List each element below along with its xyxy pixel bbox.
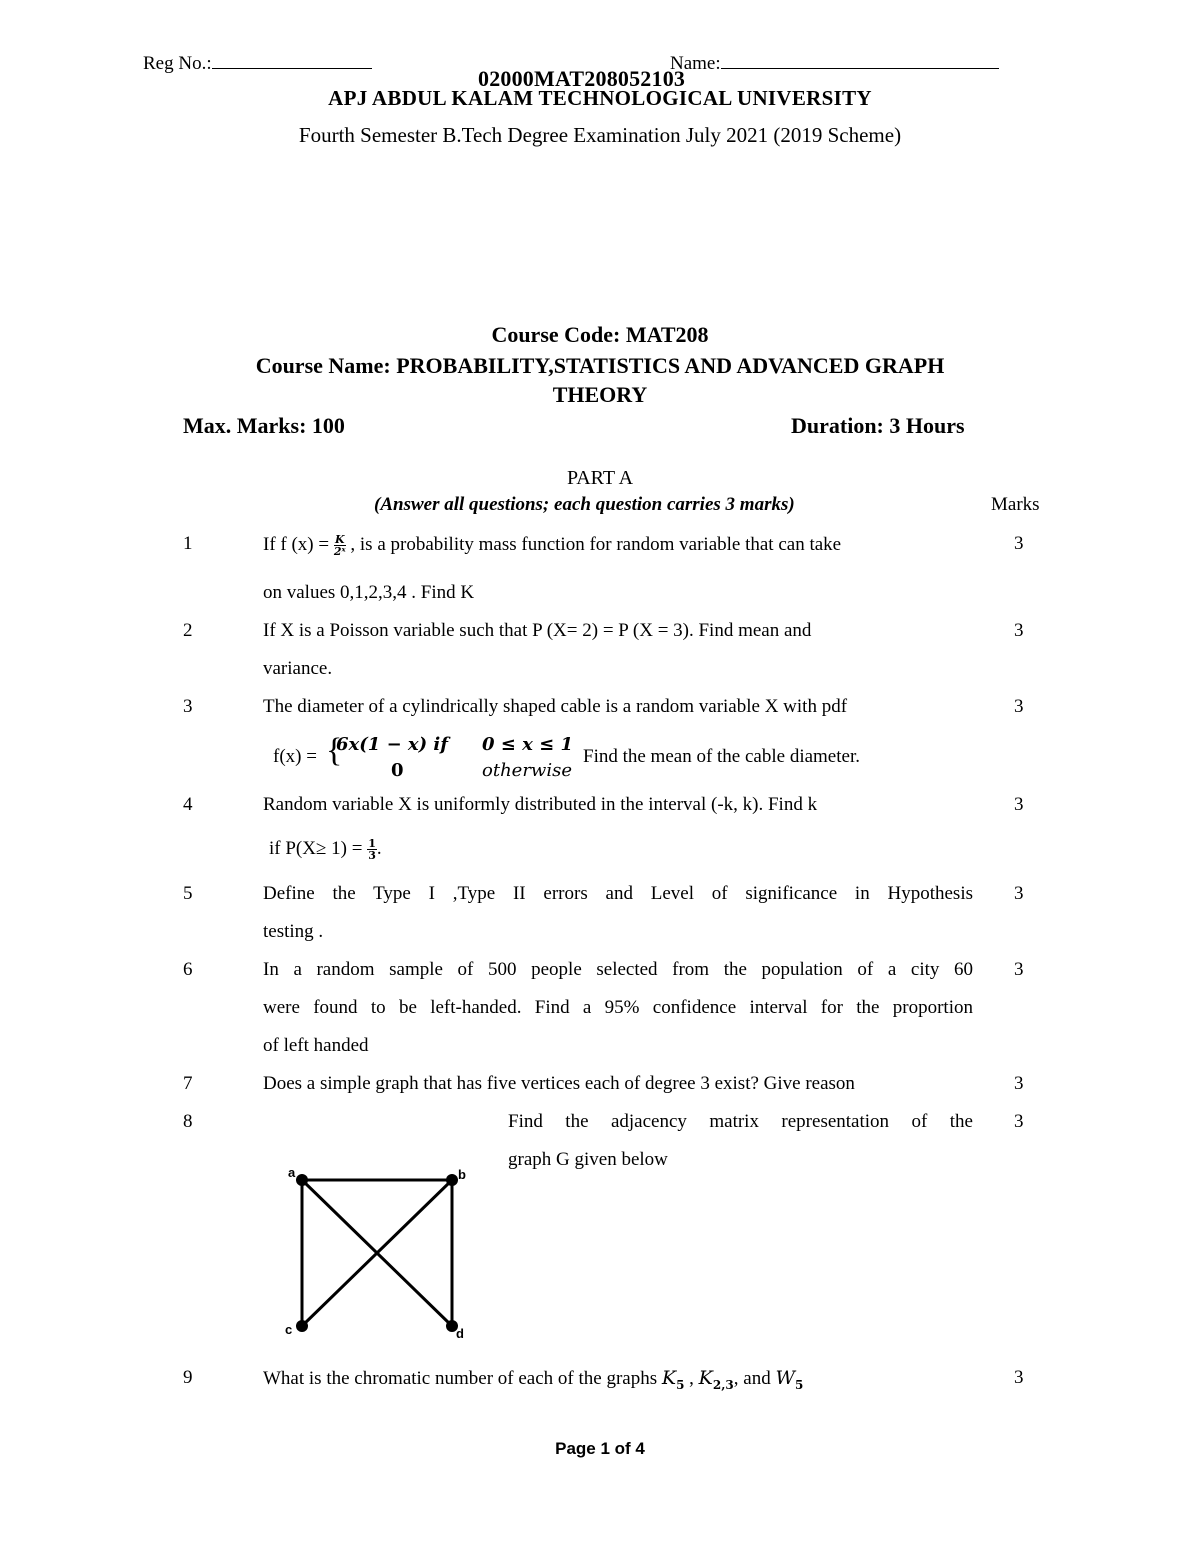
- question-marks: 3: [1014, 620, 1024, 641]
- q4-fraction: [367, 838, 377, 861]
- university-name: APJ ABDUL KALAM TECHNOLOGICAL UNIVERSITY: [328, 86, 872, 110]
- question-number: 3: [183, 696, 193, 717]
- paper-code: 02000MAT208052103: [478, 66, 686, 91]
- graph-label-c: c: [285, 1322, 293, 1337]
- question-8-line2: graph G given below: [508, 1149, 668, 1170]
- q4-text-post: .: [376, 838, 382, 859]
- graph-vertex-a: [296, 1174, 308, 1186]
- q9-and: , and: [733, 1368, 776, 1389]
- question-number: 6: [183, 959, 193, 980]
- exam-title: Fourth Semester B.Tech Degree Examination July 2021 (2019 Scheme): [298, 123, 902, 147]
- question-marks: 3: [1014, 1073, 1024, 1094]
- max-marks: Max. Marks: 100: [183, 413, 345, 438]
- graph-label-b: b: [458, 1167, 466, 1182]
- q9-k23-sub: 2,3: [712, 1377, 734, 1392]
- q1-text-post: , is a probability mass function for random variable that can take: [345, 534, 842, 555]
- q4-frac-num: 1: [368, 837, 376, 851]
- question-1-line2: on values 0,1,2,3,4 . Find K: [263, 582, 475, 603]
- graph-g-diagram: [280, 1160, 480, 1345]
- question-number: 9: [183, 1367, 193, 1388]
- q1-frac-num: K: [334, 533, 345, 547]
- q9-k23-letter: K: [698, 1367, 713, 1389]
- q3-f-label: f(x) =: [273, 746, 317, 767]
- question-5-line1: Define the Type I ,Type II errors and Level of significance in Hypothesis: [263, 883, 973, 904]
- q9-w5-letter: W: [775, 1367, 795, 1389]
- question-7-line1: Does a simple graph that has five vertices each of degree 3 exist? Give reason: [263, 1073, 855, 1094]
- reg-no-field: [143, 53, 372, 75]
- question-6-line1: In a random sample of 500 people selected from the population of a city 60: [263, 959, 973, 980]
- q9-graph-w5: [775, 1367, 804, 1392]
- part-instruction: (Answer all questions; each question carries 3 marks): [374, 494, 795, 515]
- question-number: 4: [183, 794, 193, 815]
- q3-case1-cond: 0 ≤ x ≤ 1: [482, 734, 574, 755]
- graph-vertex-b: [446, 1174, 458, 1186]
- question-marks: 3: [1014, 1367, 1024, 1388]
- q1-frac-den: 2ˣ: [333, 545, 346, 559]
- name-field: [670, 53, 999, 75]
- question-number: 2: [183, 620, 193, 641]
- q4-text-pre: if P(X≥ 1) =: [269, 838, 363, 859]
- question-number: 5: [183, 883, 193, 904]
- course-name-line2: THEORY: [552, 382, 648, 407]
- q3-tail: Find the mean of the cable diameter.: [583, 746, 860, 767]
- question-6-line2: were found to be left-handed. Find a 95% confidence interval for the proportion: [263, 997, 973, 1018]
- question-number: 1: [183, 533, 193, 554]
- question-marks: 3: [1014, 959, 1024, 980]
- course-code: Course Code: MAT208: [491, 322, 709, 347]
- question-number: 8: [183, 1111, 193, 1132]
- duration: Duration: 3 Hours: [791, 413, 965, 438]
- question-4-line2: [269, 838, 382, 861]
- reg-no-label: Reg No.:: [143, 53, 212, 74]
- part-title: PART A: [566, 467, 634, 489]
- page-number: Page 1 of 4: [555, 1439, 645, 1458]
- question-2-line1: If X is a Poisson variable such that P (X= 2) = P (X = 3). Find mean and: [263, 620, 812, 641]
- name-label: Name:: [670, 53, 721, 74]
- q3-case2-expr: 0: [391, 760, 404, 781]
- course-name-line1: Course Name: PROBABILITY,STATISTICS AND ADVANCED GRAPH: [255, 353, 945, 378]
- q3-case2-cond: otherwise: [482, 760, 572, 781]
- question-marks: 3: [1014, 794, 1024, 815]
- question-1-line1: [263, 534, 841, 557]
- q9-k5-sub: 5: [676, 1377, 685, 1392]
- question-3-line1: The diameter of a cylindrically shaped cable is a random variable X with pdf: [263, 696, 848, 717]
- question-8-line1: Find the adjacency matrix representation of the: [508, 1111, 973, 1132]
- question-marks: 3: [1014, 533, 1024, 554]
- q4-frac-den: 3: [368, 849, 376, 863]
- question-number: 7: [183, 1073, 193, 1094]
- question-marks: 3: [1014, 696, 1024, 717]
- reg-no-blank: [212, 54, 372, 69]
- question-marks: 3: [1014, 883, 1024, 904]
- question-6-line3: of left handed: [263, 1035, 369, 1056]
- question-4-line1: Random variable X is uniformly distributed in the interval (-k, k). Find k: [263, 794, 818, 815]
- question-9-line1: What is the chromatic number of each of the graphs $K_5$ , $K_{2,3}$, and $W_5$: [263, 1367, 804, 1392]
- q3-case1-expr: 6x(1 − x) if: [336, 734, 449, 755]
- name-blank: [721, 54, 999, 69]
- question-2-line2: variance.: [263, 658, 333, 679]
- q9-text-pre: What is the chromatic number of each of the graphs: [263, 1368, 662, 1389]
- question-marks: 3: [1014, 1111, 1024, 1132]
- q3-brace: {: [326, 732, 343, 769]
- marks-header: Marks: [991, 494, 1040, 515]
- q9-k5-letter: K: [661, 1367, 677, 1389]
- graph-label-d: d: [456, 1326, 464, 1341]
- q9-graph-k5: [661, 1367, 685, 1392]
- graph-vertex-c: [296, 1320, 308, 1332]
- q1-text-pre: If f (x) =: [263, 534, 330, 555]
- graph-label-a: a: [288, 1165, 296, 1180]
- q9-graph-k23: [698, 1367, 734, 1392]
- question-5-line2: testing .: [263, 921, 324, 942]
- q9-w5-sub: 5: [794, 1377, 804, 1392]
- q1-fraction: [334, 534, 346, 557]
